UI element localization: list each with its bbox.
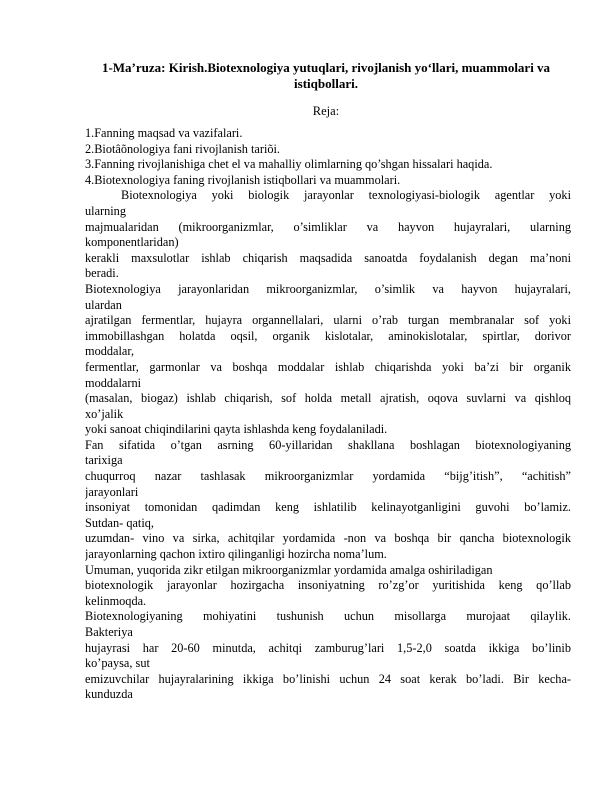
text-line: kunduzda [85, 687, 133, 702]
text-line: moddalarni [85, 375, 142, 390]
text-line: 1.Fanning maqsad va vazifalari. [85, 126, 243, 140]
text-line: Biotexnologiya yoki biologik jarayonlar texnologiyasi-biologik agentlar yoki [121, 188, 571, 203]
text-line: Biotexnologiyaning mohiyatini tushunish uchun misollarga murojaat qilaylik. [85, 609, 571, 624]
text-line: moddalar, [85, 344, 135, 359]
text-line: Fan sifatida o’tgan asrning 60-yillaridan shakllana boshlagan biotexnologiyaning [85, 437, 571, 452]
text-line: (masalan, biogaz) ishlab chiqarish, sof holda metall ajratish, oqova suvlarni va qishloq [85, 391, 571, 406]
text-line: xo’jalik [85, 406, 124, 421]
text-line: 4.Biotexnologiya faning rivojlanish istiqbollari va muammolari. [85, 172, 401, 187]
text-line: yoki sanoat chiqindilarini qayta ishlashda keng foydalaniladi. [85, 422, 388, 437]
text-line: chuqurroq nazar tashlasak mikroorganizmlar yordamida “bijg’itish”, “achitish” [85, 469, 571, 484]
text-line: biotexnologik jarayonlar hozirgacha insoniyatning ro’zg’or yuritishida keng qo’llab [85, 578, 571, 593]
text-line: hujayrasi har 20-60 minutda, achitqi zamburug’lari 1,5-2,0 soatda ikkiga bo’linib [85, 640, 571, 655]
lecture-title: 1-Ma’ruza: Kirish.Biotexnologiya yutuqlari, rivojlanish yo‘llari, muammolari va istiqbollari. [101, 60, 551, 91]
text-line: immobillashgan holatda oqsil, organik kislotalar, aminokislotalar, spirtlar, dorivor [85, 328, 571, 343]
text-line: komponentlaridan) [85, 235, 179, 250]
text-line: majmualaridan (mikroorganizmlar, o’simliklar va hayvon hujayralari, ularning [85, 219, 571, 234]
text-line: uzumdan- vino va sirka, achitqilar yordamida -non va boshqa bir qancha biotexnologik [85, 531, 571, 546]
text-line: Sutdan- qatiq, [85, 515, 154, 530]
text-line: kerakli maxsulotlar ishlab chiqarish maqsadida sanoatda foydalanish degan ma’noni [85, 250, 571, 265]
text-line: beradi. [85, 266, 119, 281]
text-line: jarayonlarning qachon ixtiro qilinganligi hozircha noma’lum. [85, 547, 387, 562]
text-line: fermentlar, garmonlar va boshqa moddalar ishlab chiqarishda yoki ba’zi bir organik [85, 359, 571, 374]
body-text [85, 126, 571, 703]
text-line: jarayonlari [85, 484, 139, 499]
text-line: emizuvchilar hujayralarining ikkiga bo’linishi uchun 24 soat kerak bo’ladi. Bir kecha- [85, 671, 571, 686]
plan-heading: Reja: [312, 104, 340, 118]
text-line: insoniyat tomonidan qadimdan keng ishlatilib kelinayotganligini guvohi bo’lamiz. [85, 500, 571, 515]
text-line: ko’paysa, sut [85, 656, 150, 671]
text-line: ajratilgan fermentlar, hujayra organnellalari, ularni o’rab turgan membranalar sof yoki [85, 313, 571, 328]
text-line: ulardan [85, 297, 122, 312]
text-line: ularning [85, 203, 126, 218]
text-line: 2.Biotâõnologiya fani rivojlanish tariõi. [85, 141, 281, 156]
text-line: Biotexnologiya jarayonlaridan mikroorganizmlar, o’simlik va hayvon hujayralari, [85, 281, 571, 296]
text-line: Bakteriya [85, 625, 133, 639]
text-line: tarixiga [85, 453, 123, 468]
text-line: Umuman, yuqorida zikr etilgan mikroorganizmlar yordamida amalga oshiriladigan [85, 562, 493, 577]
text-line: kelinmoqda. [85, 593, 147, 608]
text-line: 3.Fanning rivojlanishiga chet el va mahalliy olimlarning qo’shgan hissalari haqida. [85, 157, 493, 172]
